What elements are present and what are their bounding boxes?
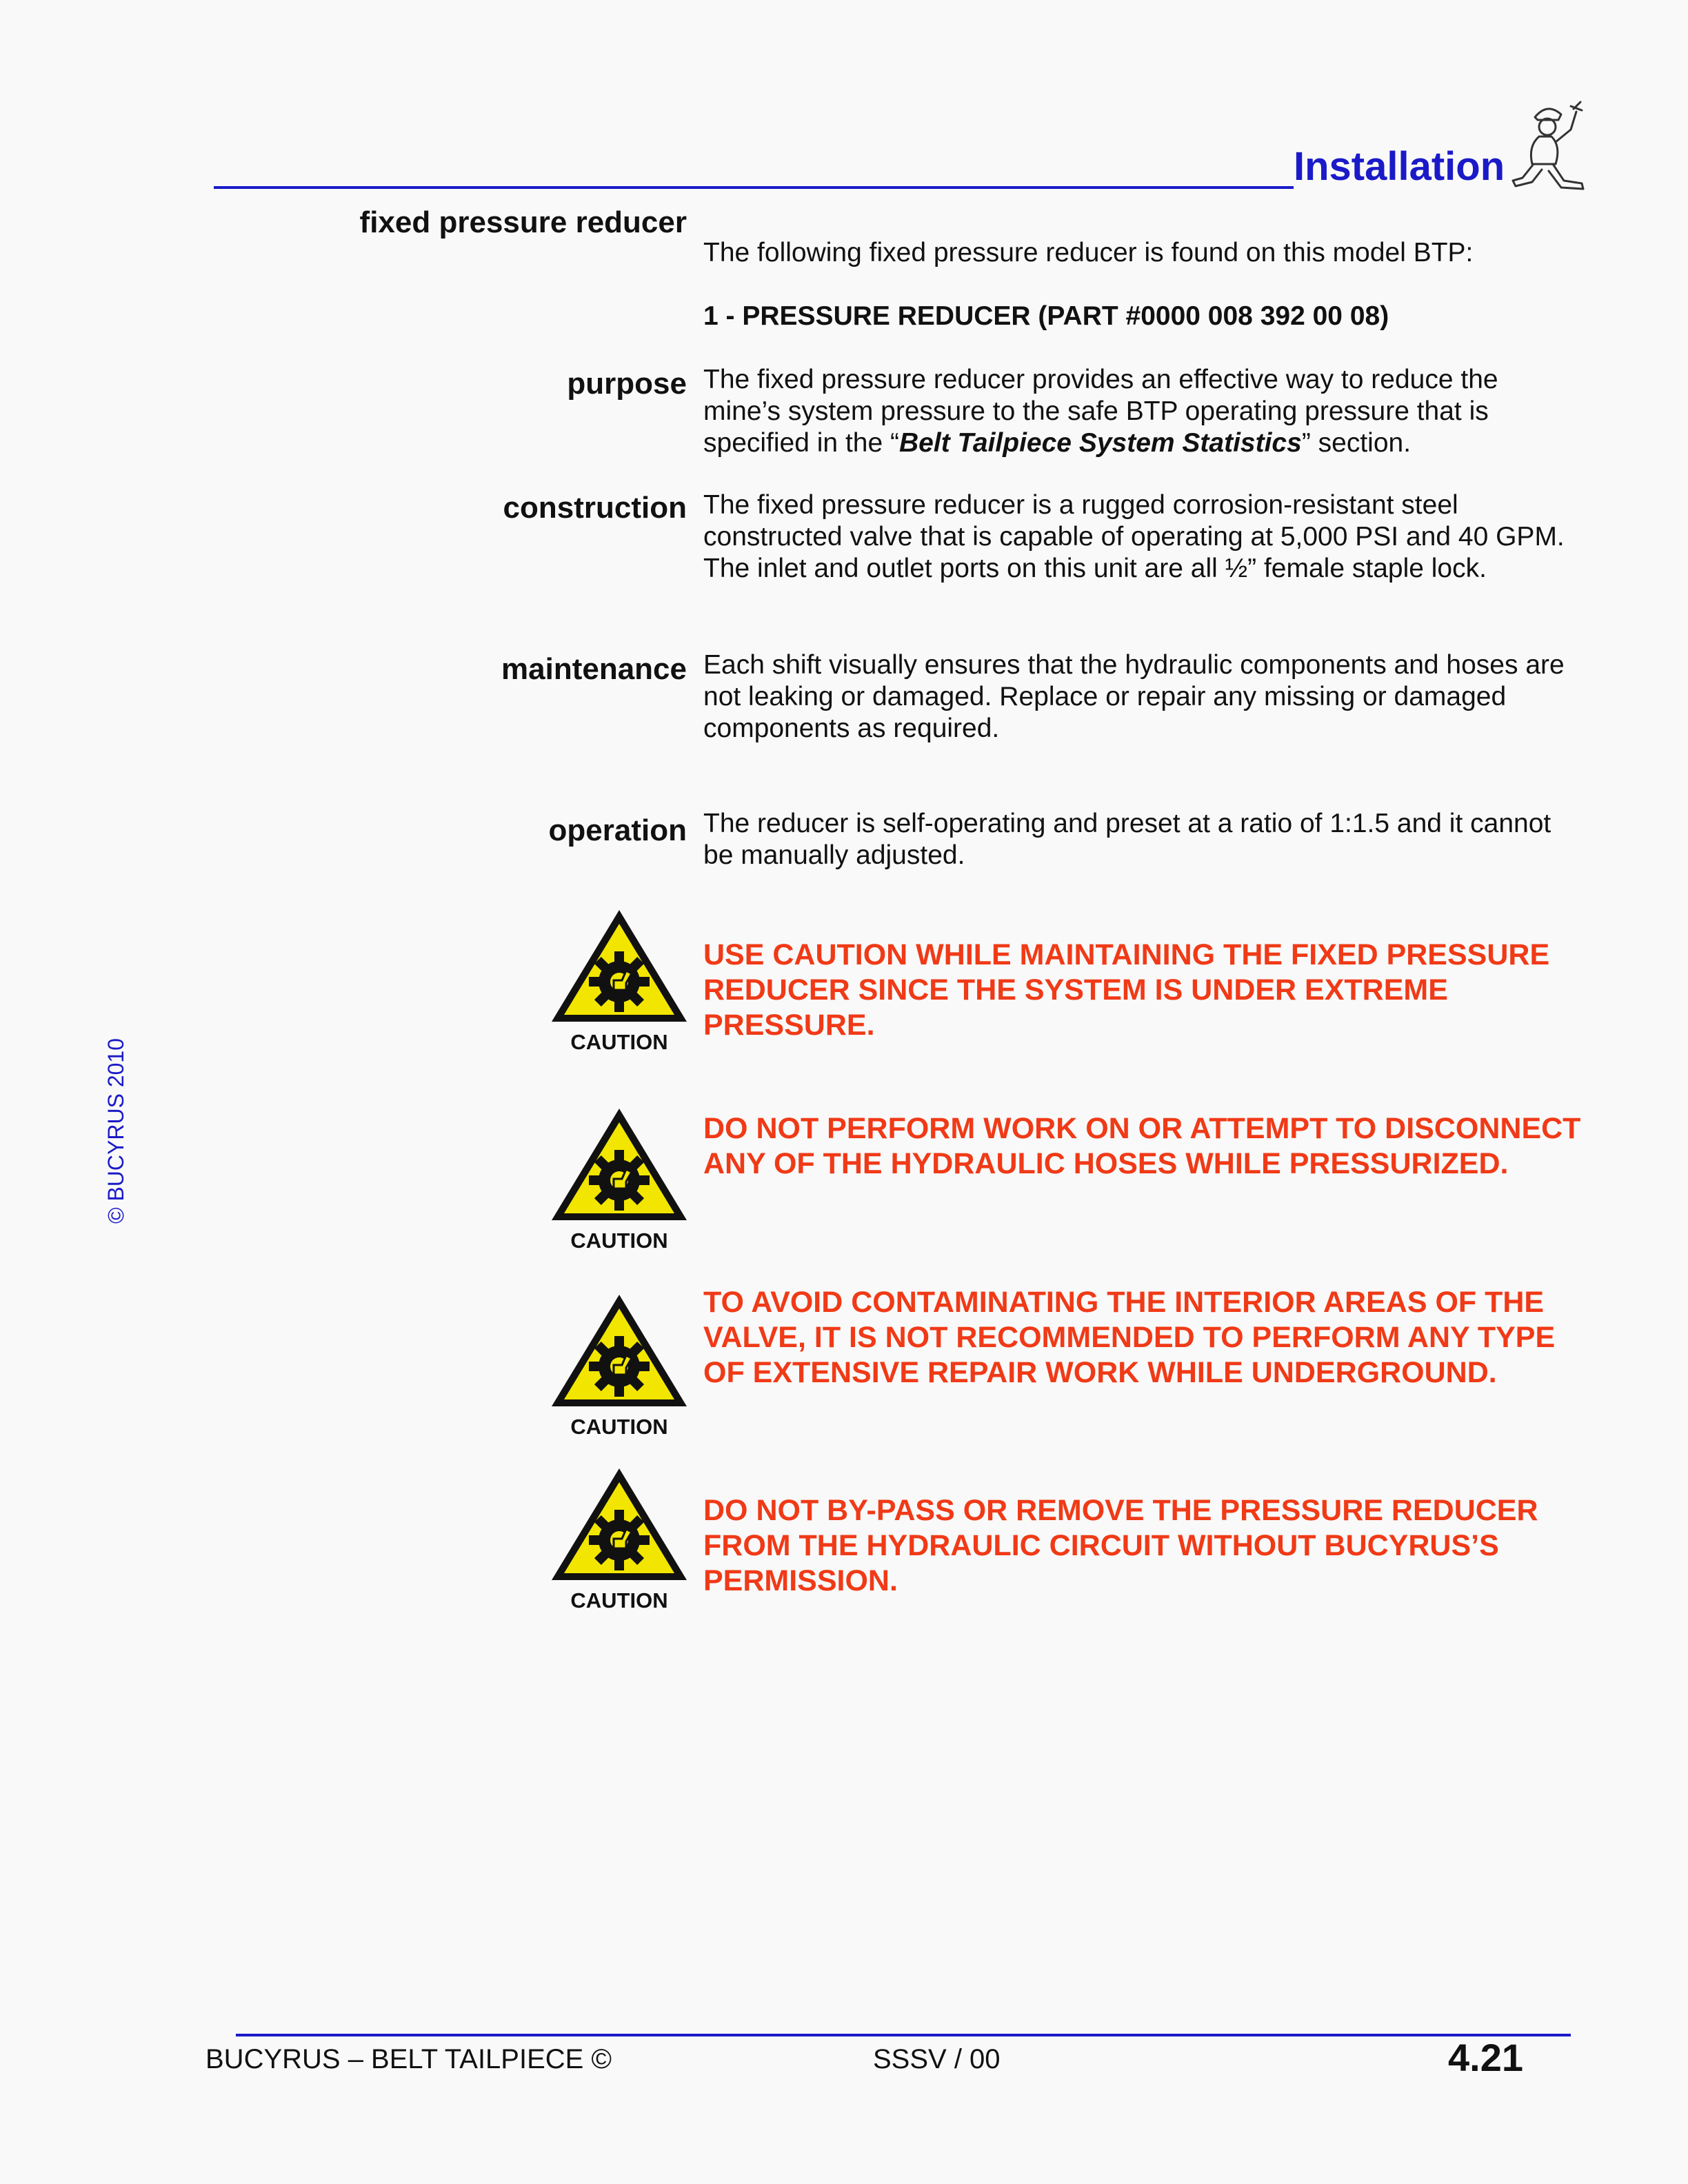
caution-text: USE CAUTION WHILE MAINTAINING THE FIXED PRESSURE REDUCER SINCE THE SYSTEM IS UNDER EXTREME PRESSURE. [703, 938, 1550, 1042]
page-number: 4.21 [1448, 2036, 1523, 2079]
caution-icon [549, 1106, 690, 1253]
purpose-label: purpose [567, 367, 687, 401]
footer-left: BUCYRUS – BELT TAILPIECE © [205, 2044, 612, 2074]
caution-icon [549, 907, 690, 1055]
purpose-text-before: The fixed pressure reducer provides an effective way to reduce the mine’s system pressure to the safe BTP operating pressure that is specified in the “ [703, 365, 1498, 458]
caution-triangle-icon [549, 1106, 690, 1226]
maintenance-paragraph: Each shift visually ensures that the hydraulic components and hoses are not leaking or damaged. Replace or repair any missing or damaged components as required. [703, 650, 1565, 743]
caution-icon [549, 1466, 690, 1613]
footer-rule [236, 2034, 1571, 2036]
maintenance-text [703, 649, 1579, 745]
section-heading: fixed pressure reducer [359, 205, 687, 239]
caution-icon-label: CAUTION [570, 1030, 668, 1054]
purpose-paragraph [703, 364, 1579, 459]
purpose-text-after: ” section. [1301, 428, 1411, 458]
caution-icon [549, 1292, 690, 1439]
caution-icon-label: CAUTION [570, 1228, 668, 1253]
side-copyright: © BUCYRUS 2010 [103, 1038, 128, 1224]
maintenance-label: maintenance [501, 652, 687, 686]
operation-text [703, 808, 1579, 871]
operation-label: operation [548, 813, 687, 847]
operation-paragraph: The reducer is self-operating and preset at a ratio of 1:1.5 and it cannot be manually adjusted. [703, 809, 1551, 870]
header-rule [214, 186, 1294, 189]
construction-label: construction [503, 491, 687, 525]
intro-paragraph: The following fixed pressure reducer is found on this model BTP: [703, 238, 1474, 267]
caution-triangle-icon [549, 1466, 690, 1586]
caution-text: TO AVOID CONTAMINATING THE INTERIOR AREAS OF THE VALVE, IT IS NOT RECOMMENDED TO PERFORM ANY TYPE OF EXTENSIVE REPAIR WORK WHILE UNDERGROUND. [703, 1286, 1556, 1389]
page-section-title: Installation [1294, 144, 1505, 189]
footer-center: SSSV / 00 [873, 2044, 1001, 2074]
intro-text [703, 237, 1579, 269]
part-line-text: 1 - PRESSURE REDUCER (PART #0000 008 392 00 08) [703, 301, 1389, 331]
caution-triangle-icon [549, 907, 690, 1028]
worker-icon [1507, 97, 1590, 200]
construction-text [703, 489, 1579, 585]
part-line [703, 301, 1579, 332]
caution-icon-label: CAUTION [570, 1415, 668, 1439]
construction-paragraph: The fixed pressure reducer is a rugged corrosion-resistant steel constructed valve that is capable of operating at 5,000 PSI and 40 GPM. The inlet and outlet ports on this unit are all ½” female staple lock. [703, 490, 1565, 583]
purpose-emphasis: Belt Tailpiece System Statistics [899, 428, 1302, 458]
caution-text: DO NOT BY-PASS OR REMOVE THE PRESSURE REDUCER FROM THE HYDRAULIC CIRCUIT WITHOUT BUCYRUS’S PERMISSION. [703, 1494, 1538, 1597]
caution-icon-label: CAUTION [570, 1588, 668, 1612]
purpose-text [703, 364, 1579, 459]
caution-text: DO NOT PERFORM WORK ON OR ATTEMPT TO DISCONNECT ANY OF THE HYDRAULIC HOSES WHILE PRESSURIZED. [703, 1112, 1581, 1180]
caution-triangle-icon [549, 1292, 690, 1413]
